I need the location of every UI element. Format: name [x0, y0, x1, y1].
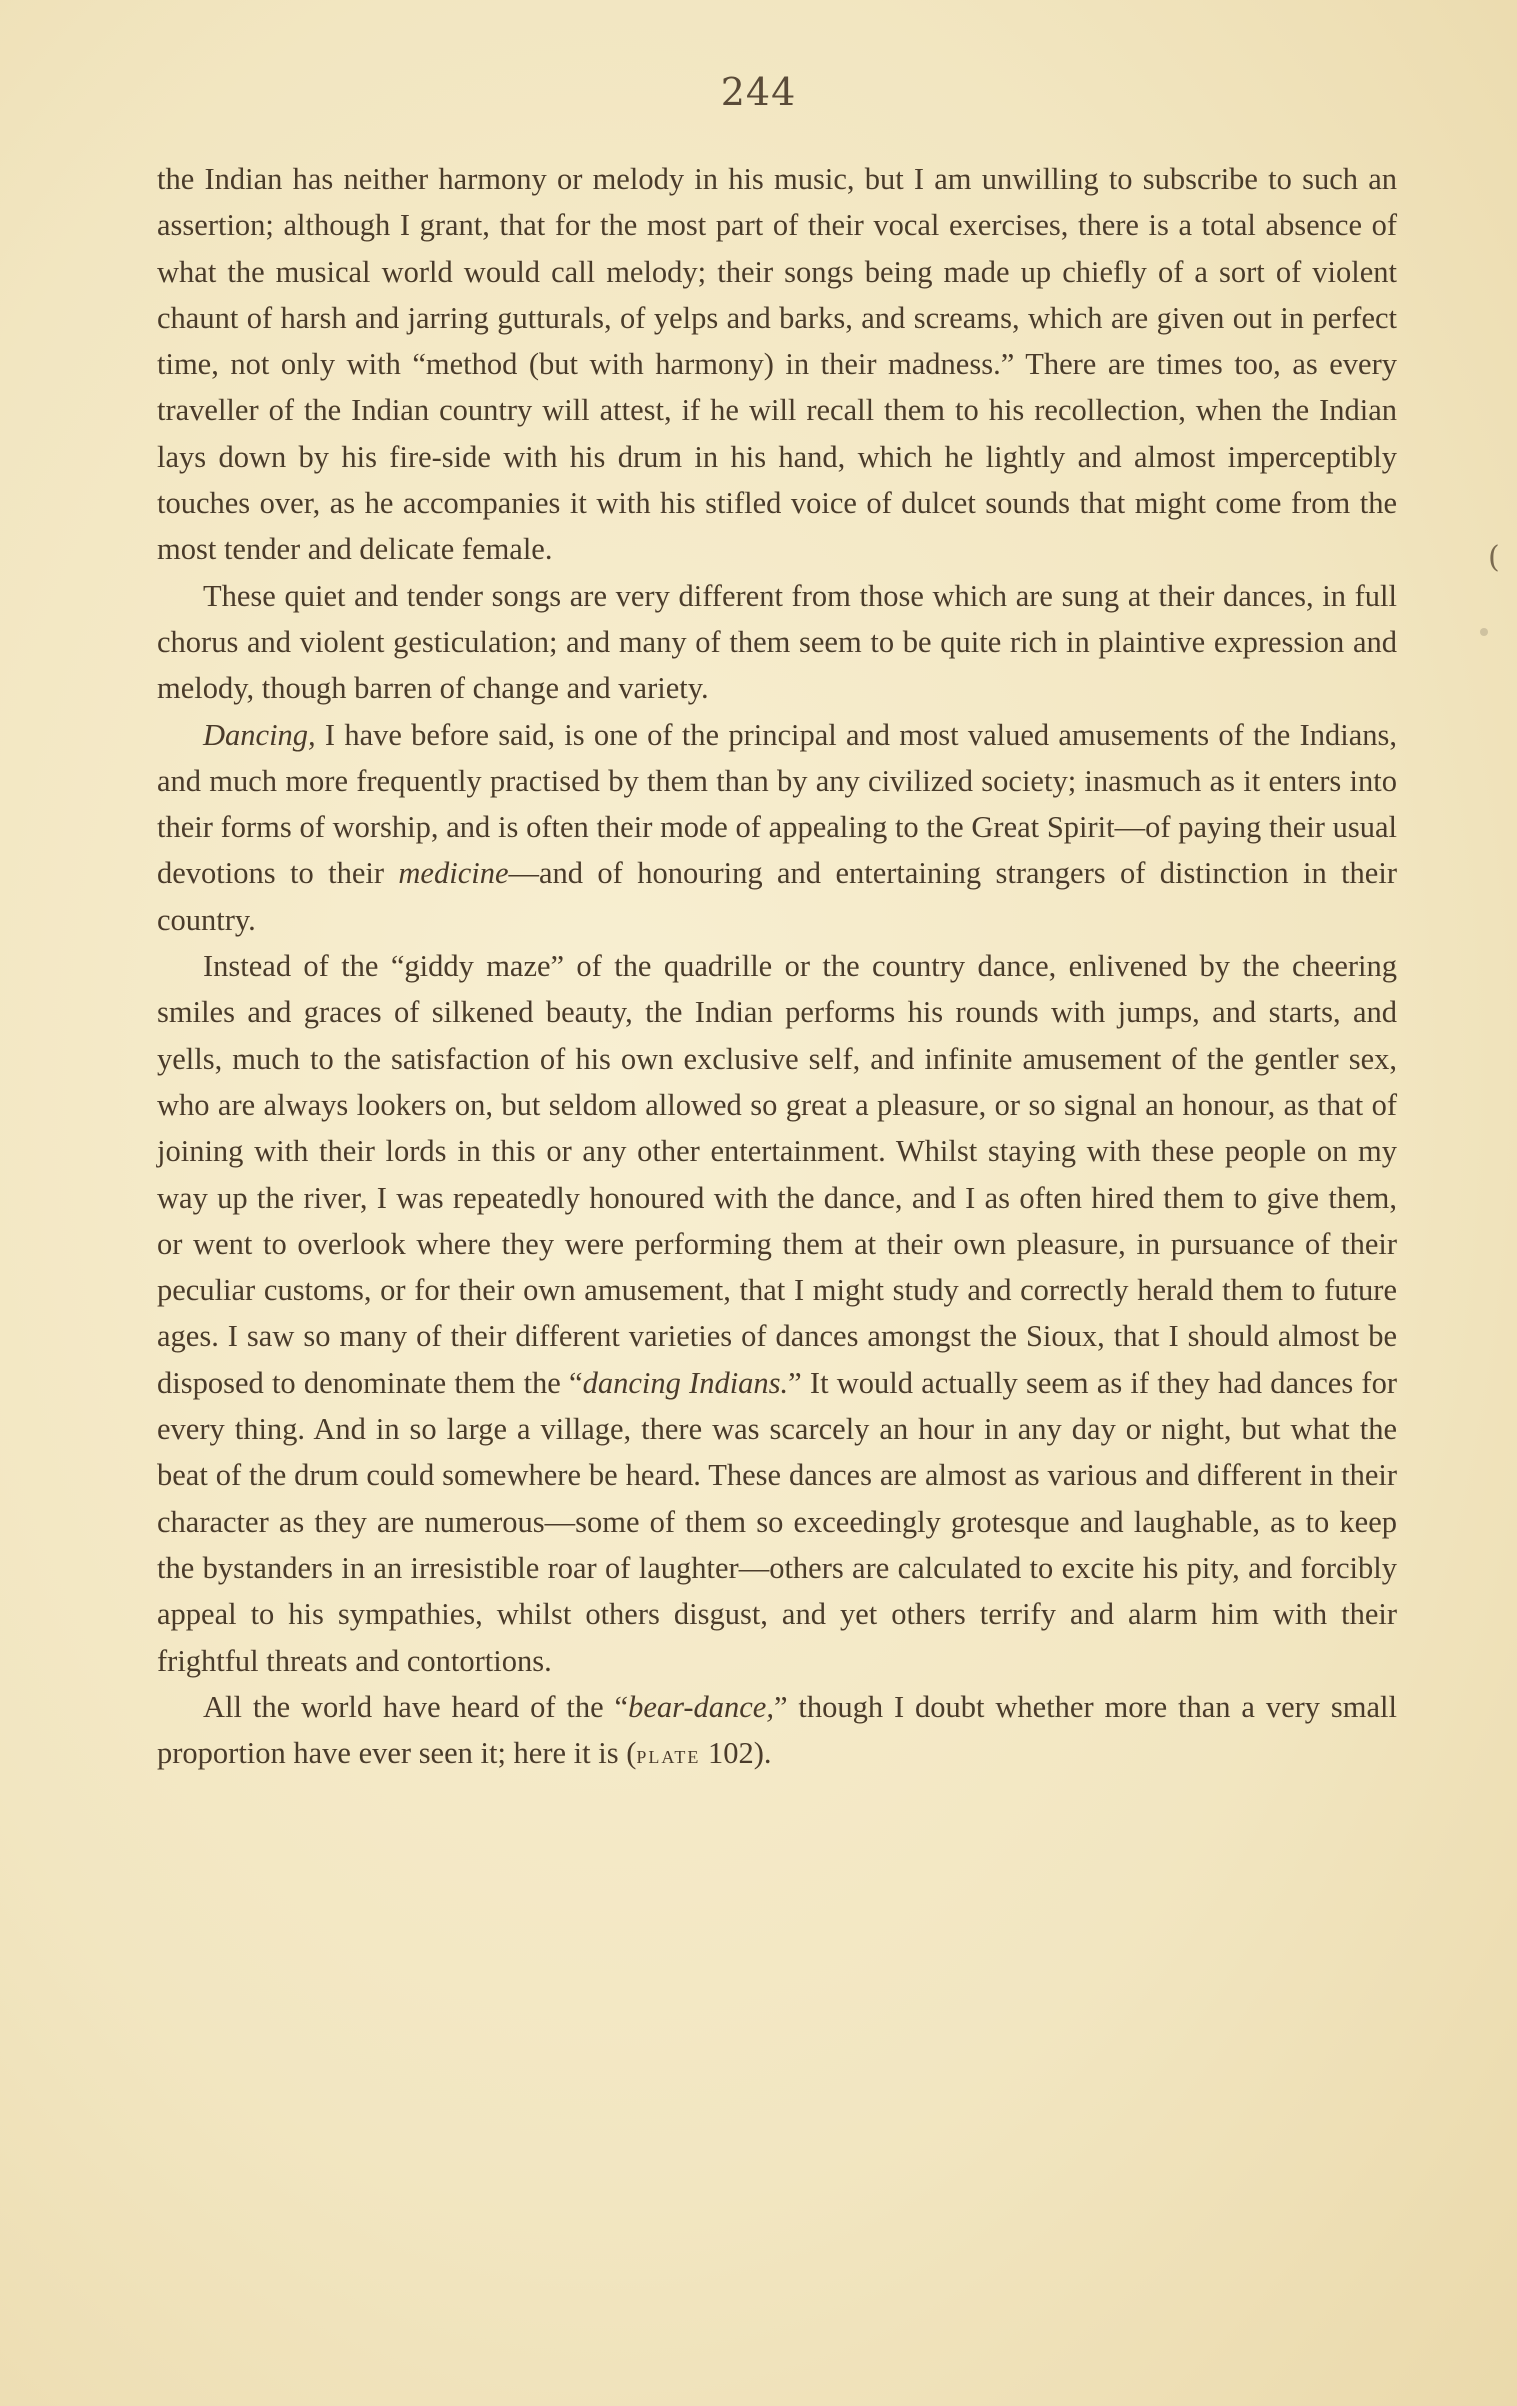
paragraph-3 — [157, 712, 1397, 943]
paragraph-2: These quiet and tender songs are very different from those which are sung at their dances, in full chorus and violent gesticulation; and many of them seem to be quite rich in plaintive expression and melody, though barren of change and variety. — [157, 578, 1397, 706]
paragraph-3-text-a: I have before said, is one of the principal and most valued amusements of the Indians, and much more frequently practised by them than by any civilized society; inasmuch as it enters into their forms of worship, and is often their mode of appealing to the Great Spirit—of paying their usual devotions to their — [157, 717, 1397, 891]
italic-medicine: medicine — [398, 856, 509, 891]
paragraph-5-text-e: 102). — [700, 1736, 772, 1771]
paragraph-3-text-c: —and of honouring and entertaining strangers of distinction in their country. — [157, 856, 1397, 937]
italic-dancing: Dancing, — [203, 717, 316, 752]
italic-bear-dance: bear-dance, — [628, 1689, 774, 1724]
plate-reference: plate — [636, 1740, 701, 1770]
paper-speck — [1480, 628, 1488, 636]
body-text — [157, 156, 1397, 1778]
margin-mark: ( — [1488, 540, 1500, 575]
page-number: 244 — [720, 70, 797, 114]
paragraph-5 — [157, 1684, 1397, 1779]
paragraph-4-text-c: ” It would actually seem as if they had dances for every thing. And in so large a village, there was scarcely an hour in any day or night, but what the beat of the drum could somewhere be heard. These dances are almost as various and different in their character as they are numerous—some of them so exceedingly grotesque and laughable, as to keep the bystanders in an irresistible roar of laughter—others are calculated to excite his pity, and forcibly appeal to his sympathies, whilst others disgust, and yet others terrify and alarm him with their frightful threats and contortions. — [157, 1365, 1397, 1678]
paragraph-4 — [157, 943, 1397, 1684]
paragraph-5-text-a: All the world have heard of the “ — [203, 1689, 629, 1724]
paragraph-5-text-c: ” though I doubt whether more than a very small proportion have ever seen it; here it is ( — [157, 1689, 1397, 1771]
paragraph-4-text-a: Instead of the “giddy maze” of the quadrille or the country dance, enlivened by the cheering smiles and graces of silkened beauty, the Indian performs his rounds with jumps, and starts, and yells, much to the satisfaction of his own exclusive self, and infinite amusement of the gentler sex, who are always lookers on, but seldom allowed so great a pleasure, or so signal an honour, as that of joining with their lords in this or any other entertainment. Whilst staying with these people on my way up the river, I was repeatedly honoured with the dance, and I as often hired them to give them, or went to overlook where they were performing them at their own pleasure, in pursuance of their peculiar customs, or for their own amusement, that I might study and correctly herald them to future ages. I saw so many of their different varieties of dances amongst the Sioux, that I should almost be disposed to denominate them the “ — [157, 949, 1397, 1400]
paragraph-1: the Indian has neither harmony or melody in his music, but I am unwilling to subscribe to such an assertion; although I grant, that for the most part of their vocal exercises, there is a total absence of what the musical world would call melody; their songs being made up chiefly of a sort of violent chaunt of harsh and jarring gutturals, of yelps and barks, and screams, which are given out in perfect time, not only with “method (but with harmony) in their madness.” There are times too, as every traveller of the Indian country will attest, if he will recall them to his recollection, when the Indian lays down by his fire-side with his drum in his hand, which he lightly and almost imperceptibly touches over, as he accompanies it with his stifled voice of dulcet sounds that might come from the most tender and delicate female. — [157, 162, 1397, 567]
italic-dancing-indians: dancing Indians. — [582, 1365, 789, 1400]
